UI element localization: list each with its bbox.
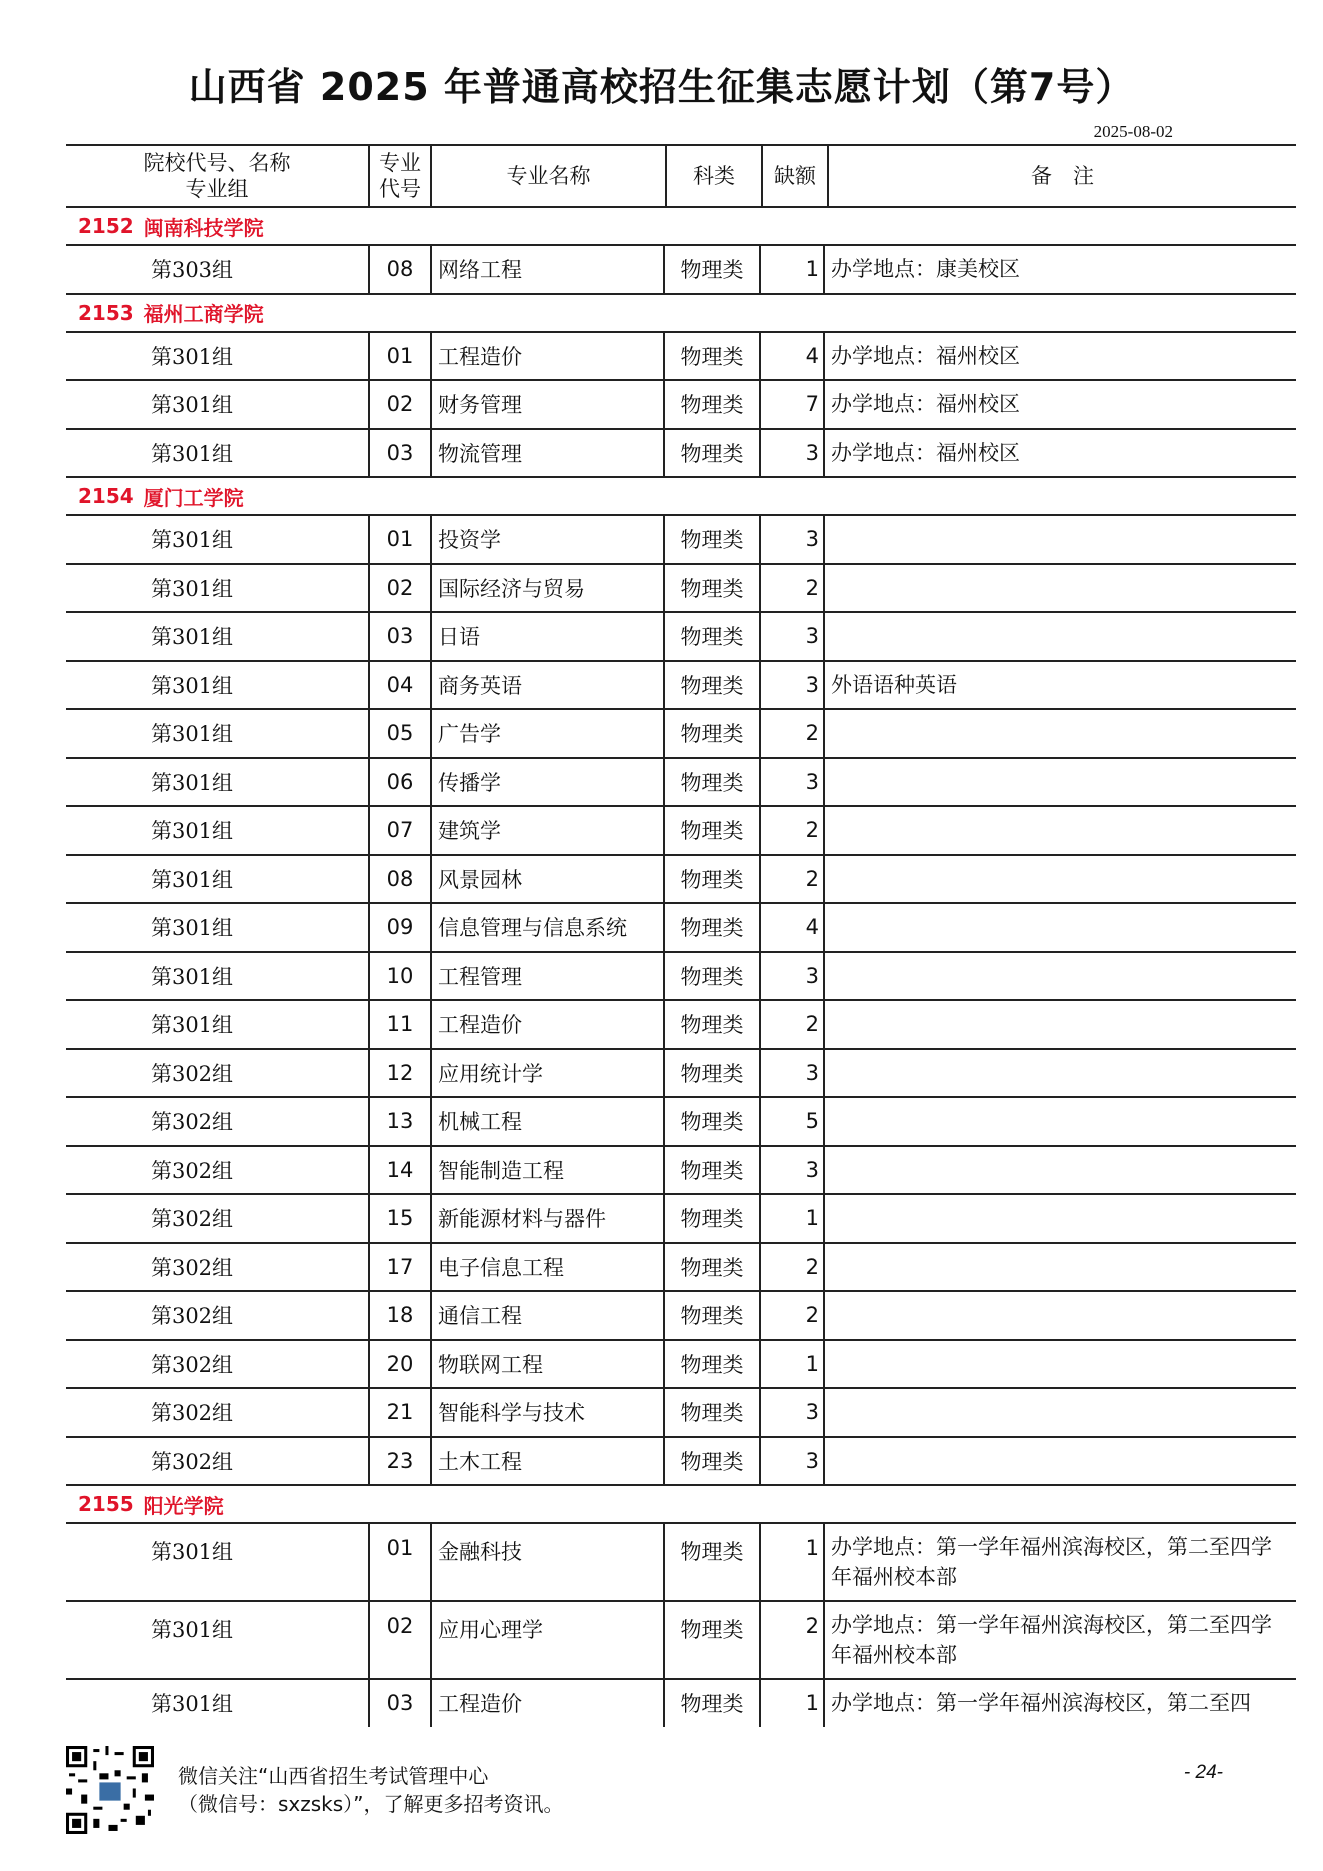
category-cell: 物理类 [663,565,759,612]
category-cell: 物理类 [663,333,759,380]
vacancy-cell: 2 [759,565,823,612]
major-code-cell: 21 [368,1389,430,1436]
category-cell: 物理类 [663,1195,759,1242]
major-code-cell: 20 [368,1341,430,1388]
major-code-cell: 04 [368,662,430,709]
footer-wechat-line2: （微信号：sxzsks）”，了解更多招考资讯。 [178,1792,564,1816]
category-cell: 物理类 [663,1050,759,1097]
footer-wechat-line1: 微信关注“山西省招生考试管理中心 [178,1764,489,1788]
school-name: 福州工商学院 [143,302,264,326]
note-cell [823,565,1296,612]
major-code-cell: 03 [368,613,430,660]
group-cell: 第301组 [150,867,234,892]
note-cell [823,1389,1296,1436]
vacancy-cell: 1 [759,1524,823,1600]
major-code-cell: 08 [368,246,430,293]
vacancy-cell: 1 [759,1195,823,1242]
group-cell: 第302组 [150,1255,234,1280]
table-row [66,1001,1296,1050]
major-code-cell: 13 [368,1098,430,1145]
group-cell: 第301组 [150,528,234,553]
group-cell: 第301组 [150,673,234,698]
note-cell [823,1438,1296,1485]
category-cell: 物理类 [663,1341,759,1388]
major-code-cell: 05 [368,710,430,757]
table-row [66,613,1296,662]
school-header [66,295,1296,333]
vacancy-cell: 3 [759,662,823,709]
major-code-cell: 03 [368,430,430,477]
category-cell: 物理类 [663,1438,759,1485]
school-header [66,1486,1296,1524]
category-cell: 物理类 [663,1001,759,1048]
category-cell: 物理类 [663,430,759,477]
major-name-cell: 建筑学 [430,807,663,854]
table-row [66,1524,1296,1602]
note-cell: 办学地点：福州校区 [823,381,1296,428]
major-code-cell: 11 [368,1001,430,1048]
table-row [66,1341,1296,1390]
major-name-cell: 传播学 [430,759,663,806]
vacancy-cell: 4 [759,904,823,951]
category-cell: 物理类 [663,904,759,951]
major-name-cell: 投资学 [430,516,663,563]
school-code: 2152 [78,214,134,238]
major-name-cell: 网络工程 [430,246,663,293]
group-cell: 第301组 [150,1013,234,1038]
table-row [66,1195,1296,1244]
group-cell: 第301组 [150,722,234,747]
table-row [66,1602,1296,1680]
vacancy-cell: 3 [759,613,823,660]
note-cell [823,904,1296,951]
major-code-cell: 09 [368,904,430,951]
major-name-cell: 物联网工程 [430,1341,663,1388]
major-name-cell: 物流管理 [430,430,663,477]
note-cell: 办学地点：康美校区 [823,246,1296,293]
major-name-cell: 工程管理 [430,953,663,1000]
header-vacancy: 缺额 [761,146,827,206]
group-cell: 第302组 [150,1110,234,1135]
school-header [66,208,1296,246]
major-code-cell: 23 [368,1438,430,1485]
group-cell: 第302组 [150,1304,234,1329]
vacancy-cell: 3 [759,1438,823,1485]
note-cell: 办学地点：第一学年福州滨海校区，第二至四 [823,1680,1296,1727]
major-name-cell: 应用心理学 [430,1602,663,1678]
table-body [66,208,1296,1727]
group-cell: 第302组 [150,1352,234,1377]
vacancy-cell: 2 [759,856,823,903]
category-cell: 物理类 [663,807,759,854]
note-cell [823,710,1296,757]
table-row [66,953,1296,1002]
major-name-cell: 土木工程 [430,1438,663,1485]
category-cell: 物理类 [663,710,759,757]
vacancy-cell: 1 [759,1680,823,1727]
vacancy-cell: 1 [759,246,823,293]
group-cell: 第301组 [150,770,234,795]
major-code-cell: 12 [368,1050,430,1097]
table-row [66,1680,1296,1727]
group-cell: 第301组 [150,1540,234,1564]
note-cell [823,1050,1296,1097]
major-code-cell: 01 [368,516,430,563]
group-cell: 第301组 [150,819,234,844]
category-cell: 物理类 [663,953,759,1000]
vacancy-cell: 4 [759,333,823,380]
school-code: 2153 [78,300,134,325]
category-cell: 物理类 [663,246,759,293]
major-code-cell: 14 [368,1147,430,1194]
school-name: 阳光学院 [143,1493,224,1518]
table-row [66,1098,1296,1147]
category-cell: 物理类 [663,613,759,660]
vacancy-cell: 2 [759,1602,823,1678]
major-name-cell: 风景园林 [430,856,663,903]
group-cell: 第301组 [150,916,234,941]
major-name-cell: 智能科学与技术 [430,1389,663,1436]
table-row [66,710,1296,759]
note-cell [823,1195,1296,1242]
major-code-cell: 02 [368,565,430,612]
note-cell: 办学地点：福州校区 [823,333,1296,380]
major-name-cell: 应用统计学 [430,1050,663,1097]
school-code: 2154 [78,484,134,508]
header-major-name: 专业名称 [430,146,665,206]
vacancy-cell: 2 [759,1292,823,1339]
table-row [66,1244,1296,1293]
vacancy-cell: 7 [759,381,823,428]
table-row [66,1389,1296,1438]
group-cell: 第301组 [150,1692,234,1717]
major-name-cell: 机械工程 [430,1098,663,1145]
major-name-cell: 工程造价 [430,333,663,380]
category-cell: 物理类 [663,1147,759,1194]
group-cell: 第302组 [150,1449,234,1474]
note-cell [823,1001,1296,1048]
table-row [66,430,1296,479]
group-cell: 第302组 [150,1401,234,1426]
major-name-cell: 新能源材料与器件 [430,1195,663,1242]
vacancy-cell: 2 [759,710,823,757]
table-row [66,381,1296,430]
vacancy-cell: 2 [759,1001,823,1048]
major-code-cell: 17 [368,1244,430,1291]
group-cell: 第301组 [150,1618,234,1642]
vacancy-cell: 3 [759,430,823,477]
major-name-cell: 国际经济与贸易 [430,565,663,612]
group-cell: 第301组 [150,344,234,369]
major-code-cell: 06 [368,759,430,806]
major-code-cell: 01 [368,1524,430,1600]
publish-date: 2025-08-02 [1093,122,1173,141]
category-cell: 物理类 [663,516,759,563]
category-cell: 物理类 [663,1292,759,1339]
note-cell: 办学地点：第一学年福州滨海校区，第二至四学年福州校本部 [823,1602,1296,1678]
category-cell: 物理类 [663,1524,759,1600]
table-row [66,759,1296,808]
category-cell: 物理类 [663,1389,759,1436]
vacancy-cell: 1 [759,1341,823,1388]
note-cell [823,953,1296,1000]
major-name-cell: 日语 [430,613,663,660]
school-header [66,478,1296,516]
major-name-cell: 电子信息工程 [430,1244,663,1291]
vacancy-cell: 2 [759,1244,823,1291]
note-cell [823,759,1296,806]
category-cell: 物理类 [663,662,759,709]
table-row [66,807,1296,856]
school-name: 闽南科技学院 [143,215,264,240]
major-code-cell: 08 [368,856,430,903]
header-major-code: 专业 代号 [368,146,430,206]
vacancy-cell: 3 [759,759,823,806]
table-header [66,144,1296,208]
major-code-cell: 01 [368,333,430,380]
page-title: 山西省 2025 年普通高校招生征集志愿计划（第7号） [188,65,1135,109]
table-row [66,856,1296,905]
group-cell: 第303组 [150,258,234,283]
note-cell [823,856,1296,903]
major-name-cell: 工程造价 [430,1001,663,1048]
note-cell [823,613,1296,660]
note-cell [823,807,1296,854]
major-code-cell: 03 [368,1680,430,1727]
vacancy-cell: 3 [759,1389,823,1436]
school-name: 厦门工学院 [143,485,244,510]
major-name-cell: 商务英语 [430,662,663,709]
major-code-cell: 07 [368,807,430,854]
school-code: 2155 [78,1492,134,1516]
category-cell: 物理类 [663,1098,759,1145]
note-cell [823,1244,1296,1291]
header-note: 备 注 [827,146,1296,206]
note-cell [823,1098,1296,1145]
vacancy-cell: 3 [759,1147,823,1194]
vacancy-cell: 3 [759,953,823,1000]
major-name-cell: 金融科技 [430,1524,663,1600]
table-row [66,1438,1296,1487]
qr-code-icon [66,1746,154,1834]
major-code-cell: 02 [368,1602,430,1678]
category-cell: 物理类 [663,381,759,428]
header-category: 科类 [665,146,761,206]
table-row [66,565,1296,614]
note-cell: 办学地点：第一学年福州滨海校区，第二至四学年福州校本部 [823,1524,1296,1600]
group-cell: 第302组 [150,1061,234,1086]
vacancy-cell: 5 [759,1098,823,1145]
group-cell: 第301组 [150,625,234,650]
group-cell: 第301组 [150,441,234,466]
header-school-group: 院校代号、名称 专业组 [143,151,291,201]
table-row [66,333,1296,382]
table-row [66,1292,1296,1341]
note-cell: 外语语种英语 [823,662,1296,709]
vacancy-cell: 3 [759,516,823,563]
note-cell: 办学地点：福州校区 [823,430,1296,477]
group-cell: 第302组 [150,1207,234,1232]
vacancy-cell: 3 [759,1050,823,1097]
vacancy-cell: 2 [759,807,823,854]
plan-table [66,144,1296,1727]
major-name-cell: 智能制造工程 [430,1147,663,1194]
group-cell: 第301组 [150,576,234,601]
category-cell: 物理类 [663,1244,759,1291]
major-name-cell: 信息管理与信息系统 [430,904,663,951]
category-cell: 物理类 [663,1680,759,1727]
major-name-cell: 工程造价 [430,1680,663,1727]
table-row [66,1050,1296,1099]
page-footer [0,1740,1323,1840]
major-code-cell: 10 [368,953,430,1000]
page-number: - 24- [1183,1762,1223,1783]
group-cell: 第302组 [150,1158,234,1183]
note-cell [823,1147,1296,1194]
note-cell [823,1292,1296,1339]
note-cell [823,1341,1296,1388]
major-code-cell: 18 [368,1292,430,1339]
major-code-cell: 15 [368,1195,430,1242]
major-name-cell: 通信工程 [430,1292,663,1339]
major-name-cell: 财务管理 [430,381,663,428]
major-code-cell: 02 [368,381,430,428]
group-cell: 第301组 [150,964,234,989]
category-cell: 物理类 [663,759,759,806]
note-cell [823,516,1296,563]
major-name-cell: 广告学 [430,710,663,757]
table-row [66,904,1296,953]
table-row [66,516,1296,565]
table-row [66,1147,1296,1196]
table-row [66,662,1296,711]
category-cell: 物理类 [663,856,759,903]
group-cell: 第301组 [150,393,234,418]
table-row [66,246,1296,295]
category-cell: 物理类 [663,1602,759,1678]
